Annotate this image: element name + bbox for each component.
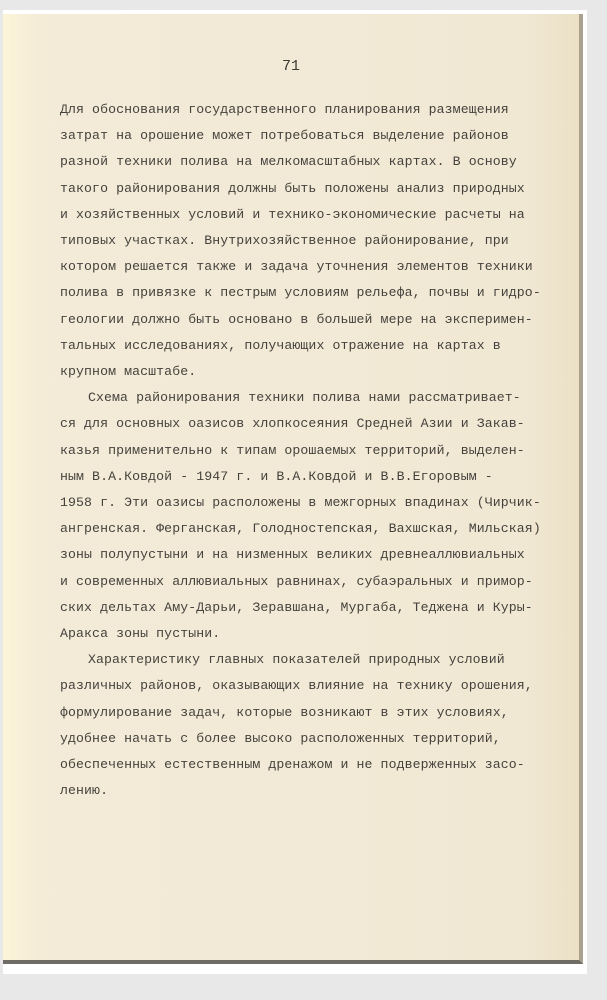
text-line: Характеристику главных показателей природных условий [88,652,505,668]
text-line: ся для основных оазисов хлопкосеяния Средней Азии и Закав- [60,416,525,432]
paragraph-1 [60,97,541,385]
text-line: удобнее начать с более высоко расположенных территорий, [60,730,501,746]
text-line: разной техники полива на мелкомасштабных картах. В основу [60,154,517,170]
text-line: типовых участках. Внутрихозяйственное районирование, при [60,233,509,249]
text-line: такого районирования должны быть положены анализ природных [60,180,525,196]
text-line: зоны полупустыни и на низменных великих древнеаллювиальных [60,547,525,563]
text-line: лению. [60,783,109,799]
text-line: Схема районирования техники полива нами рассматривает- [88,390,521,406]
text-line: тальных исследованиях, получающих отражение на картах в [60,337,501,353]
text-line: 1958 г. Эти оазисы расположены в межгорных впадинах (Чирчик- [60,495,541,511]
page-body [60,97,541,804]
document-page [3,14,583,964]
text-line: котором решается также и задача уточнения элементов техники [60,259,533,275]
text-line: крупном масштабе. [60,364,197,380]
text-line: полива в привязке к пестрым условиям рельефа, почвы и гидро- [60,285,541,301]
text-line: казья применительно к типам орошаемых территорий, выделен- [60,442,525,458]
text-line: геологии должно быть основано в большей мере на эксперимен- [60,311,533,327]
text-line: Для обоснования государственного планирования размещения [60,102,509,117]
text-line: и современных аллювиальных равнинах, субаэральных и примор- [60,573,533,589]
text-line: различных районов, оказывающих влияние на технику орошения, [60,678,533,694]
text-line: ным В.А.Ковдой - 1947 г. и В.А.Ковдой и В.В.Егоровым - [60,468,493,484]
text-line: ских дельтах Аму-Дарьи, Зеравшана, Мургаба, Теджена и Куры- [60,599,533,615]
text-line: ангренская. Ферганская, Голодностепская, Вахшская, Мильская) [60,521,541,537]
paragraph-2 [60,385,541,647]
text-line: обеспеченных естественным дренажом и не подверженных засо- [60,757,525,773]
background-margin [3,975,587,1000]
page-number: 71 [281,58,300,75]
text-line: и хозяйственных условий и технико-экономические расчеты на [60,206,525,222]
text-line: затрат на орошение может потребоваться выделение районов [60,128,509,144]
text-line: Аракса зоны пустыни. [60,626,221,642]
text-line: формулирование задач, которые возникают в этих условиях, [60,704,509,720]
paragraph-3 [60,647,533,804]
